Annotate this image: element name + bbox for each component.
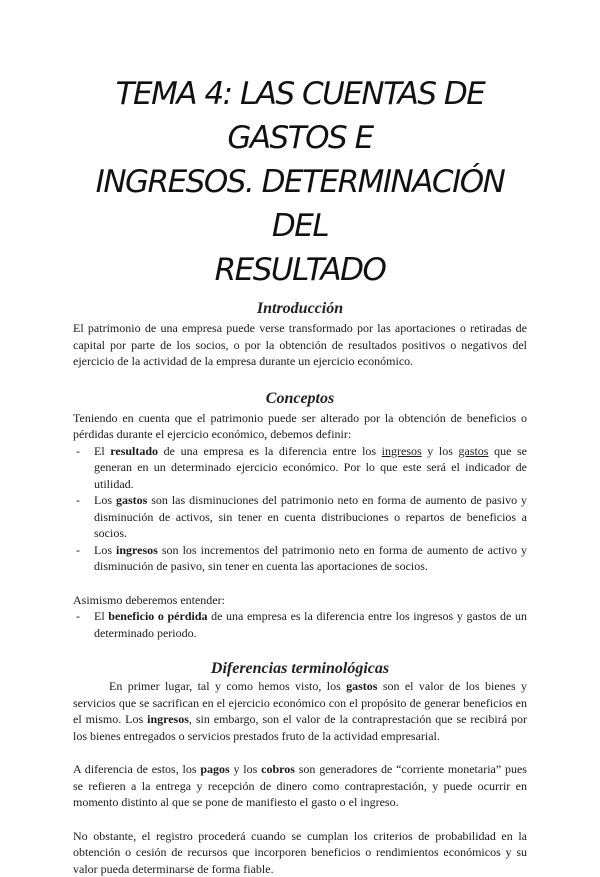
- term-gastos: gastos: [116, 493, 147, 507]
- section-heading-conceptos: Conceptos: [73, 390, 527, 408]
- title-line-2: INGRESOS. DETERMINACIÓN DEL: [73, 160, 527, 248]
- list-item-gastos: - Los gastos son las disminuciones del patrimonio neto en forma de aumento de pasivo y disminución de activos, sin tener en cuenta distribuciones o repartos de beneficios a socios.: [73, 492, 527, 542]
- term-beneficio-perdida: beneficio o pérdida: [108, 609, 207, 623]
- term-cobros: cobros: [261, 762, 295, 776]
- term-pagos: pagos: [200, 762, 229, 776]
- dash-bullet: -: [76, 492, 80, 509]
- term-ingresos-2: ingresos: [147, 712, 189, 726]
- document-title: [73, 0, 527, 292]
- section-heading-introduccion: Introducción: [73, 300, 527, 318]
- intro-paragraph: El patrimonio de una empresa puede verse transformado por las aportaciones o retiradas de capital por parte de los socios, o por la obtención de resultados positivos o negativos del ejercicio de la actividad de la empresa durante un ejercicio económico.: [73, 320, 527, 370]
- asimismo-paragraph: Asimismo deberemos entender:: [73, 592, 527, 609]
- concepts-paragraph: Teniendo en cuenta que el patrimonio puede ser alterado por la obtención de beneficios o pérdidas durante el ejercicio económico, debemos definir:: [73, 410, 527, 443]
- underlined-ingresos: ingresos: [382, 444, 422, 458]
- list-item-beneficio: - El beneficio o pérdida de una empresa es la diferencia entre los ingresos y gastos de un determinado periodo.: [73, 608, 527, 641]
- title-line-1: TEMA 4: LAS CUENTAS DE GASTOS E: [73, 72, 527, 160]
- term-gastos-2: gastos: [346, 679, 377, 693]
- diferencias-paragraph-2: A diferencia de estos, los pagos y los cobros son generadores de “corriente monetaria” pues se refieren a la entrega y recepción de dinero como contraprestación, y puede ocurrir en momento distinto al que se pone de manifiesto el gasto o el ingreso.: [73, 761, 527, 811]
- title-line-3: RESULTADO: [73, 248, 527, 292]
- dash-bullet: -: [76, 443, 80, 460]
- list-item-resultado: - El resultado de una empresa es la diferencia entre los ingresos y los gastos que se generan en un determinado ejercicio económico. Por lo que este será el indicador de utilidad.: [73, 443, 527, 493]
- underlined-gastos: gastos: [458, 444, 488, 458]
- list-item-ingresos: - Los ingresos son los incrementos del patrimonio neto en forma de aumento de activo y disminución de pasivo, sin tener en cuenta las aportaciones de socios.: [73, 542, 527, 575]
- dash-bullet: -: [76, 542, 80, 559]
- concepts-list: [73, 443, 527, 575]
- dash-bullet: -: [76, 608, 80, 625]
- section-heading-diferencias: Diferencias terminológicas: [73, 660, 527, 678]
- beneficio-list: [73, 608, 527, 641]
- diferencias-paragraph-3: No obstante, el registro procederá cuando se cumplan los criterios de probabilidad en la obtención o cesión de recursos que incorporen beneficios o rendimientos económicos y su valor pueda determinarse de forma fiable.: [73, 828, 527, 877]
- term-ingresos: ingresos: [116, 543, 158, 557]
- diferencias-paragraph-1: En primer lugar, tal y como hemos visto, los gastos son el valor de los bienes y servicios que se sacrifican en el ejercicio económico con el propósito de generar beneficios en el mismo. Los ingresos, sin embargo, son el valor de la contraprestación que se recibirá por los bienes entregados o servicios prestados fruto de la actividad empresarial.: [73, 678, 527, 744]
- term-resultado: resultado: [110, 444, 158, 458]
